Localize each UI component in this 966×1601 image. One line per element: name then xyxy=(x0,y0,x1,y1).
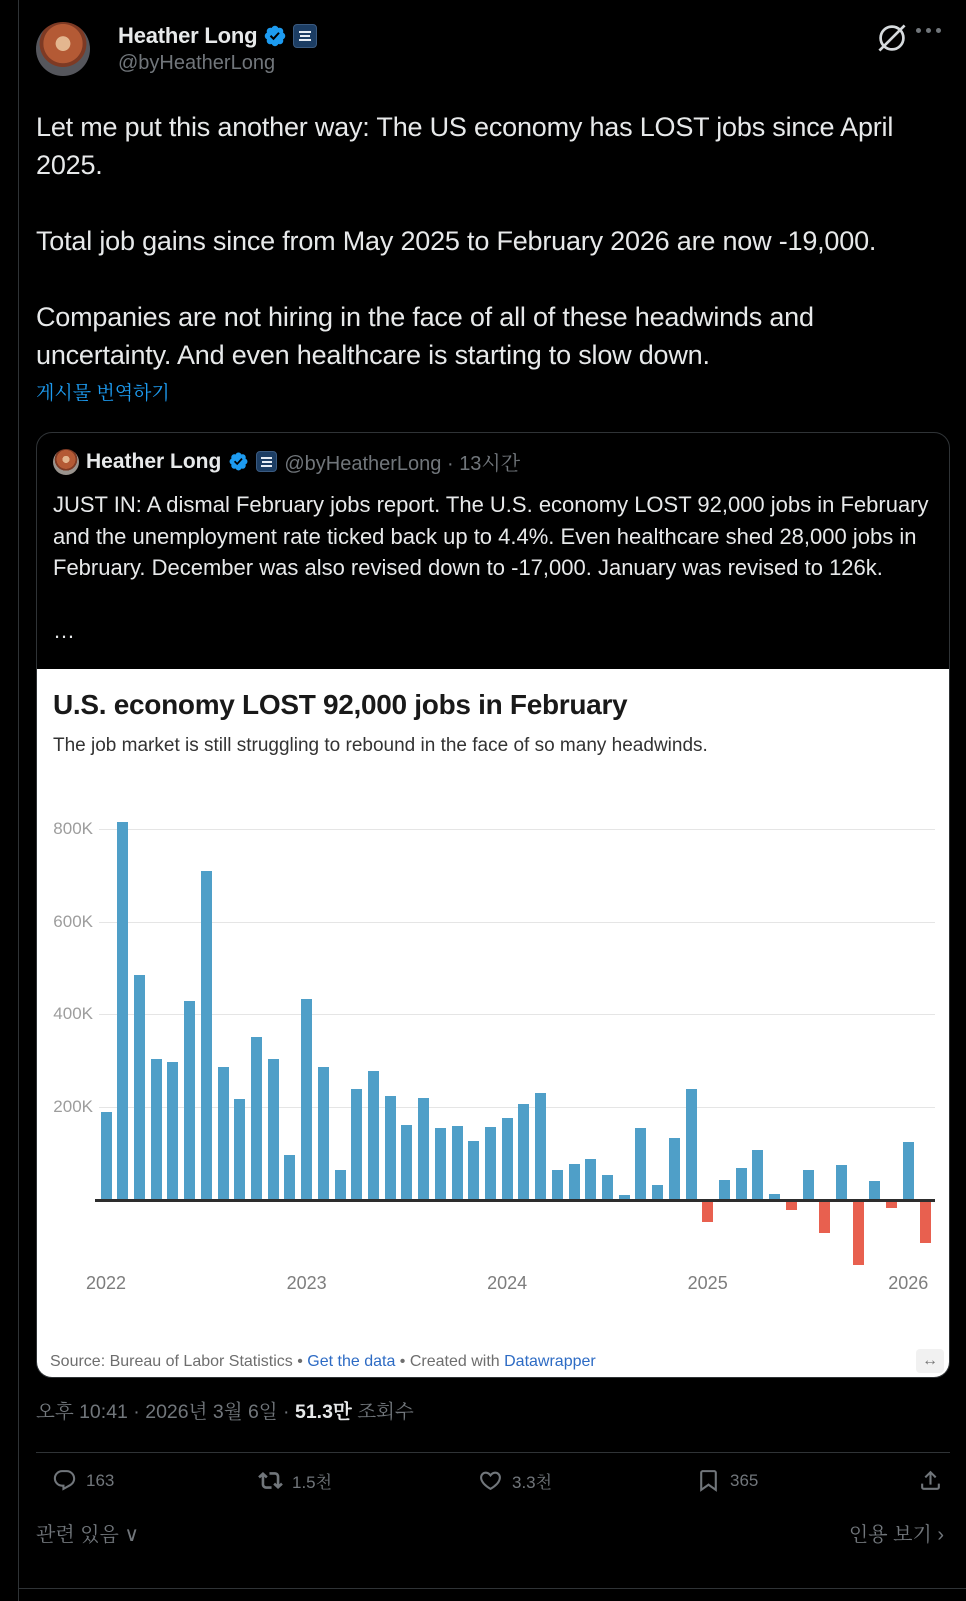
x-axis-baseline xyxy=(95,1199,935,1202)
chart-title: U.S. economy LOST 92,000 jobs in February xyxy=(53,689,628,720)
bar-2024-03 xyxy=(535,1093,546,1200)
quote-handle-time: @byHeatherLong · 13시간 xyxy=(284,453,521,475)
expand-chart-icon[interactable]: ↔ xyxy=(916,1349,944,1373)
quote-affiliate-badge-icon xyxy=(256,451,277,472)
chevron-down-icon: ∨ xyxy=(124,1524,140,1546)
bar-2023-03 xyxy=(335,1170,346,1200)
repost-button[interactable] xyxy=(258,1468,332,1493)
bar-2022-05 xyxy=(167,1062,178,1200)
bar-2022-12 xyxy=(284,1155,295,1201)
bar-2023-11 xyxy=(468,1141,479,1200)
bar-2022-07 xyxy=(201,871,212,1200)
chevron-right-icon: › xyxy=(937,1524,944,1546)
divider xyxy=(36,1452,950,1453)
datawrapper-link[interactable]: Datawrapper xyxy=(504,1353,596,1370)
bar-2025-08 xyxy=(819,1200,830,1233)
bar-2025-03 xyxy=(736,1168,747,1200)
like-count: 3.3천 xyxy=(512,1473,553,1492)
repost-count: 1.5천 xyxy=(292,1473,333,1492)
user-handle[interactable]: @byHeatherLong xyxy=(118,52,276,74)
gridline-400K xyxy=(99,1014,935,1015)
bar-2023-06 xyxy=(385,1096,396,1200)
quote-header[interactable] xyxy=(53,447,520,476)
reply-button[interactable] xyxy=(52,1468,114,1493)
bar-2023-09 xyxy=(435,1128,446,1200)
quote-verified-badge-icon xyxy=(228,451,249,472)
bar-2026-02 xyxy=(920,1200,931,1243)
share-icon xyxy=(918,1468,943,1493)
translate-post-link[interactable]: 게시물 번역하기 xyxy=(36,383,170,404)
bar-2022-06 xyxy=(184,1001,195,1201)
bar-2023-10 xyxy=(452,1126,463,1200)
bar-2025-09 xyxy=(836,1165,847,1200)
gridline-600K xyxy=(99,922,935,923)
y-tick-800K: 800K xyxy=(53,818,93,838)
bar-2025-02 xyxy=(719,1180,730,1200)
tweet-paragraph: Companies are not hiring in the face of all of these headwinds and uncertainty. And even healthcare is starting to slow down. xyxy=(36,302,814,370)
bar-2025-10 xyxy=(853,1200,864,1265)
bar-2024-11 xyxy=(669,1138,680,1200)
quote-display-name[interactable]: Heather Long xyxy=(86,449,222,473)
bar-2024-09 xyxy=(635,1128,646,1200)
bar-2022-02 xyxy=(117,822,128,1200)
bar-2023-12 xyxy=(485,1127,496,1200)
bar-2022-11 xyxy=(268,1059,279,1200)
bar-2024-04 xyxy=(552,1170,563,1200)
x-tick-2022: 2022 xyxy=(85,1273,127,1293)
chart-footer: Source: Bureau of Labor Statistics • Get the data • Created with Datawrapper xyxy=(50,1353,596,1370)
affiliate-badge-icon xyxy=(293,24,317,48)
quote-text: JUST IN: A dismal February jobs report. The U.S. economy LOST 92,000 jobs in February and the unemployment rate ticked back up to 4.4%. Even healthcare shed 28,000 jobs in February. December was also revised down to -17,000. January was revised to 126k. xyxy=(53,492,929,580)
like-icon xyxy=(478,1468,503,1493)
quote-ellipsis[interactable]: … xyxy=(53,618,75,643)
bookmark-icon xyxy=(696,1468,721,1493)
y-tick-600K: 600K xyxy=(53,911,93,931)
like-button[interactable] xyxy=(478,1468,552,1493)
tweet-paragraph: Total job gains since from May 2025 to February 2026 are now -19,000. xyxy=(36,226,877,256)
bar-2023-05 xyxy=(368,1071,379,1200)
bar-2023-07 xyxy=(401,1125,412,1200)
x-tick-2023: 2023 xyxy=(286,1273,327,1293)
get-data-link[interactable]: Get the data xyxy=(307,1353,396,1370)
bar-2022-10 xyxy=(251,1037,262,1200)
action-bar xyxy=(36,1468,950,1504)
timestamp: 오후 10:41 · 2026년 3월 6일 xyxy=(36,1401,278,1423)
verified-badge-icon xyxy=(263,24,287,48)
view-quotes-link[interactable]: 인용 보기 › xyxy=(848,1524,944,1546)
bar-2022-08 xyxy=(218,1067,229,1200)
bar-2024-06 xyxy=(585,1159,596,1200)
bar-2022-09 xyxy=(234,1099,245,1200)
timeline-left-border xyxy=(18,0,19,1601)
x-tick-2024: 2024 xyxy=(487,1273,528,1293)
chart-subtitle: The job market is still struggling to rebound in the face of so many headwinds. xyxy=(53,735,708,756)
related-filter[interactable]: 관련 있음 ∨ xyxy=(36,1524,140,1546)
status-meta: 오후 10:41 · 2026년 3월 6일 · 51.3만 조회수 xyxy=(36,1401,414,1423)
bar-2025-11 xyxy=(869,1181,880,1201)
bar-2025-04 xyxy=(752,1150,763,1200)
gridline-800K xyxy=(99,829,935,830)
bar-2023-08 xyxy=(418,1098,429,1200)
chart-plot xyxy=(37,669,949,1378)
reply-icon xyxy=(52,1468,77,1493)
grok-icon[interactable] xyxy=(874,20,910,56)
bar-2024-10 xyxy=(652,1185,663,1200)
bar-2022-03 xyxy=(134,975,145,1200)
views-count: 51.3만 xyxy=(294,1401,352,1423)
bar-2022-04 xyxy=(151,1059,162,1201)
reply-count: 163 xyxy=(86,1470,115,1490)
bar-2024-07 xyxy=(602,1175,613,1200)
quote-avatar[interactable] xyxy=(53,449,79,475)
y-tick-400K: 400K xyxy=(53,1004,93,1024)
tweet-paragraph: Let me put this another way: The US economy has LOST jobs since April 2025. xyxy=(36,112,894,180)
bar-2023-04 xyxy=(351,1089,362,1200)
views-label: 조회수 xyxy=(351,1401,414,1423)
divider xyxy=(18,1588,966,1589)
display-name[interactable]: Heather Long xyxy=(118,23,258,48)
user-name-row[interactable] xyxy=(118,23,317,49)
x-tick-2025: 2025 xyxy=(687,1273,728,1293)
bookmark-button[interactable] xyxy=(696,1468,758,1493)
bar-2024-01 xyxy=(502,1118,513,1200)
bar-2024-02 xyxy=(518,1104,529,1200)
y-tick-200K: 200K xyxy=(53,1097,93,1117)
bar-2024-05 xyxy=(569,1164,580,1200)
tweet-text xyxy=(36,108,940,412)
bookmark-count: 365 xyxy=(730,1470,759,1490)
x-tick-2026: 2026 xyxy=(888,1273,929,1293)
repost-icon xyxy=(258,1468,283,1493)
quote-card[interactable] xyxy=(36,432,950,1378)
bar-2023-02 xyxy=(318,1067,329,1200)
more-menu-icon[interactable] xyxy=(916,28,952,48)
bar-2022-01 xyxy=(101,1112,112,1200)
bar-2025-07 xyxy=(803,1170,814,1200)
bar-2024-12 xyxy=(686,1089,697,1200)
chart-panel[interactable] xyxy=(37,669,949,1378)
bar-2023-01 xyxy=(301,999,312,1200)
avatar[interactable] xyxy=(36,22,90,76)
bar-2025-01 xyxy=(702,1200,713,1222)
bar-2026-01 xyxy=(903,1142,914,1201)
share-button[interactable] xyxy=(918,1468,943,1493)
